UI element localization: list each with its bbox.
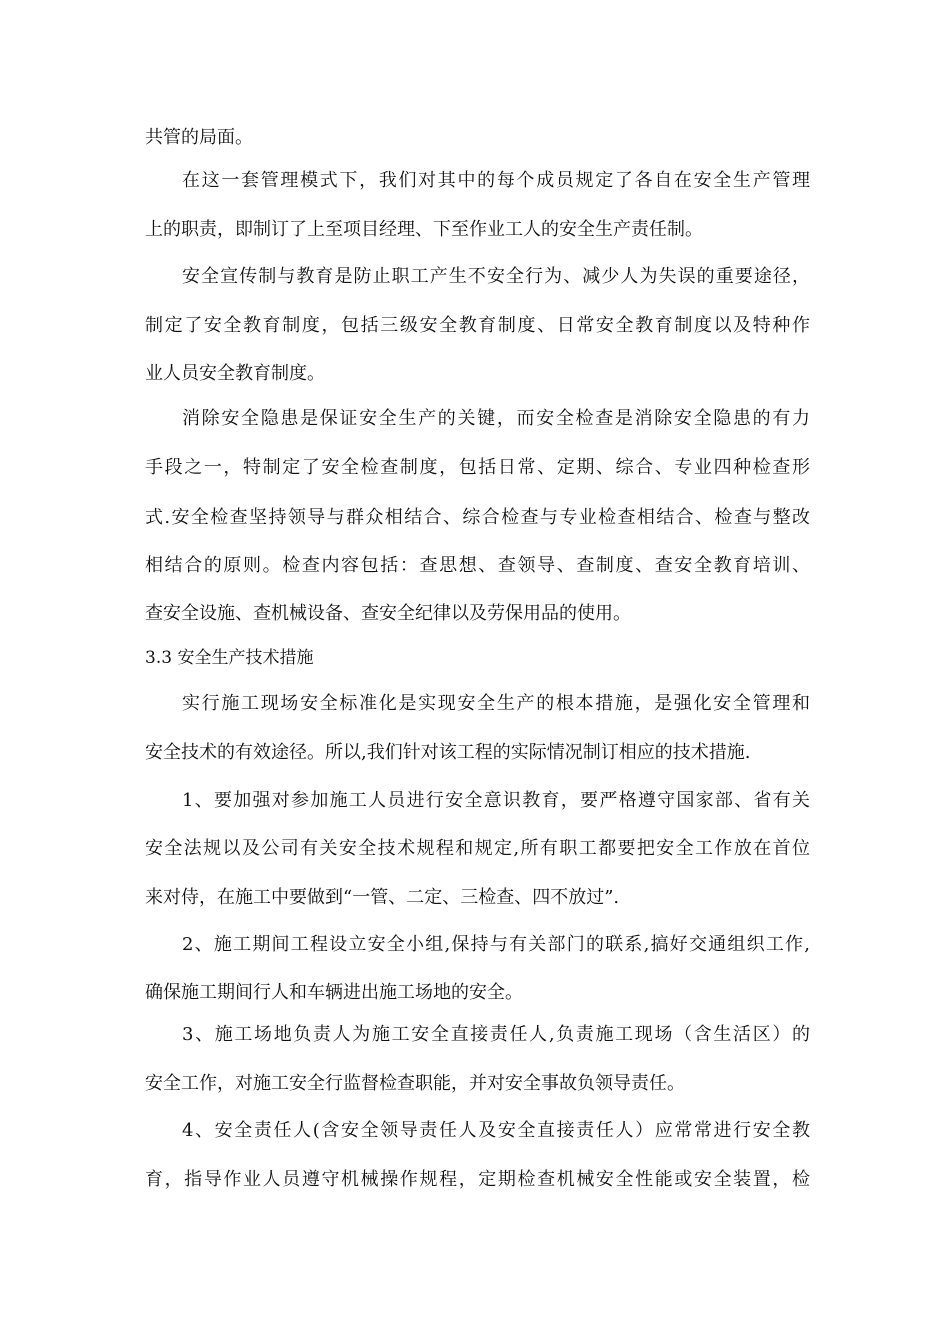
text-line-9: 式.安全检查坚持领导与群众相结合、综合检查与专业检查相结合、检查与整改 xyxy=(145,507,810,528)
text-line-1: 共管的局面。 xyxy=(145,127,253,148)
text-line-18: 2、施工期间工程设立安全小组,保持与有关部门的联系,搞好交通组织工作, xyxy=(182,934,810,955)
text-line-20: 3、施工场地负责人为施工安全直接责任人,负责施工现场（含生活区）的 xyxy=(182,1024,810,1045)
text-line-4: 安全宣传制与教育是防止职工产生不安全行为、减少人为失误的重要途径， xyxy=(182,266,810,287)
text-line-11: 查安全设施、查机械设备、查安全纪律以及劳保用品的使用。 xyxy=(145,603,631,624)
text-line-15: 1、要加强对参加施工人员进行安全意识教育，要严格遵守国家部、省有关 xyxy=(182,790,810,811)
text-line-2: 在这一套管理模式下，我们对其中的每个成员规定了各自在安全生产管理 xyxy=(182,170,810,191)
text-line-13: 实行施工现场安全标准化是实现安全生产的根本措施，是强化安全管理和 xyxy=(182,693,810,714)
text-line-10: 相结合的原则。检查内容包括：查思想、查领导、查制度、查安全教育培训、 xyxy=(145,555,810,576)
section-heading: 3.3 安全生产技术措施 xyxy=(145,648,314,668)
text-line-21: 安全工作，对施工安全行监督检查职能，并对安全事故负领导责任。 xyxy=(145,1073,685,1094)
text-line-17: 来对侍，在施工中要做到“一管、二定、三检查、四不放过”. xyxy=(145,887,620,908)
text-line-8: 手段之一，特制定了安全检查制度，包括日常、定期、综合、专业四种检查形 xyxy=(145,457,810,478)
text-line-5: 制定了安全教育制度，包括三级安全教育制度、日常安全教育制度以及特种作 xyxy=(145,315,810,336)
text-line-22: 4、安全责任人(含安全领导责任人及安全直接责任人）应常常进行安全教 xyxy=(182,1120,810,1141)
text-line-14: 安全技术的有效途径。所以,我们针对该工程的实际情况制订相应的技术措施. xyxy=(145,742,751,763)
text-line-16: 安全法规以及公司有关安全技术规程和规定,所有职工都要把安全工作放在首位 xyxy=(145,838,810,859)
text-line-23: 育，指导作业人员遵守机械操作规程，定期检查机械安全性能或安全装置，检 xyxy=(145,1169,810,1190)
text-line-3: 上的职责，即制订了上至项目经理、下至作业工人的安全生产责任制。 xyxy=(145,219,703,240)
text-line-19: 确保施工期间行人和车辆进出施工场地的安全。 xyxy=(145,982,523,1003)
text-line-6: 业人员安全教育制度。 xyxy=(145,363,325,384)
text-line-7: 消除安全隐患是保证安全生产的关键，而安全检查是消除安全隐患的有力 xyxy=(182,408,810,429)
